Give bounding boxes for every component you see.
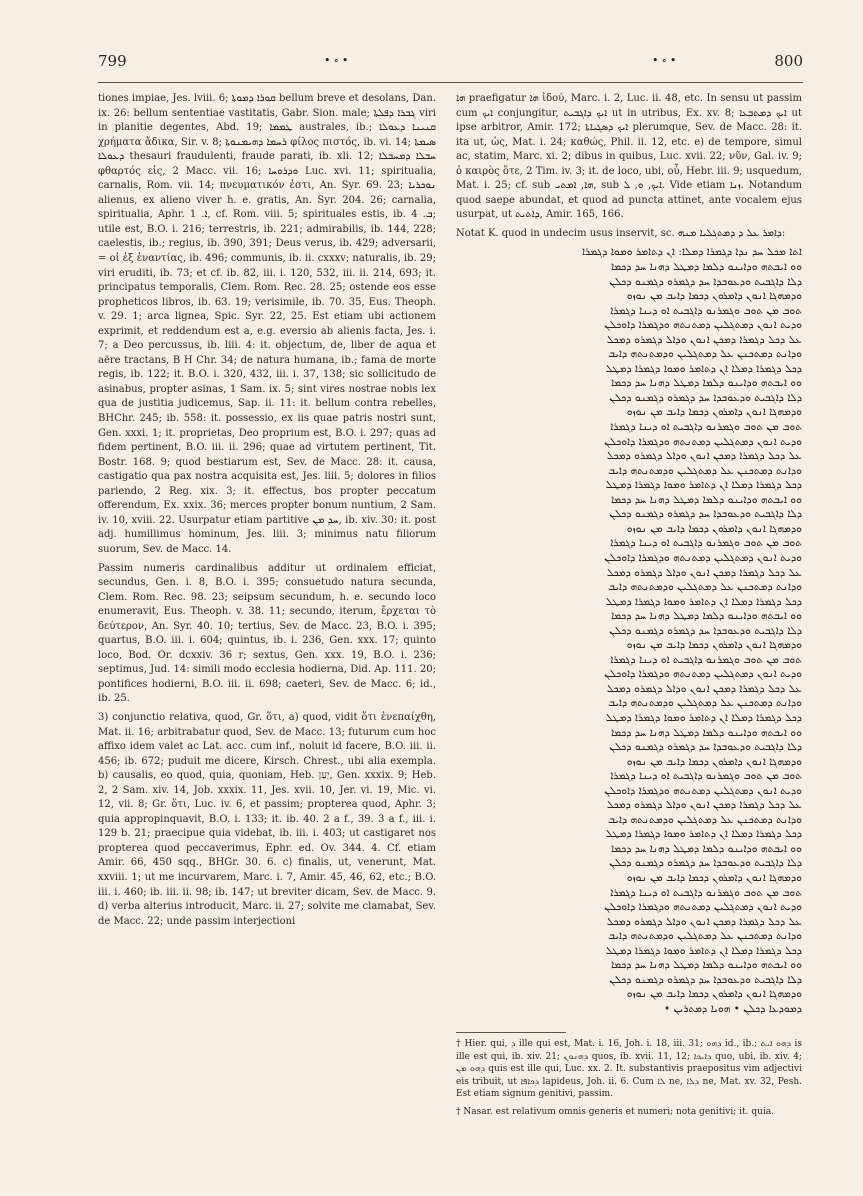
syriac-line: ܘܕܡܗܓܐ ܐܢܘܢ ܕܐܡܪܘܢ ܕܟܡܐ ܕܐܝܒ ܡܢ ܢܘܙܘ (626, 290, 802, 303)
footnote-1: † Hier. qui, ܕ ille qui est, Mat. i. 16, Joh. i. 18, iii. 31; ܕܗܘ id., ib.; ܕܗܘ ܐܝܬ is ille est qui, ib. xiv. 21; ܕܗܢܘܢ quos, ib. xvii. 11, 12; ܕܐܝܟܐ quo, ubi, ib. xiv. 4; ܕܗܘ ܡܢ quis est ille qui, Luc. xx. 2. It. substantivis praepositus vim adjectivi eis tribuit, ut ܕܟܐܦܐ lapideus, Joh. ii. 6. Cum ܠܐ ne, ܕܠܐ ne, Mat. xv. 32, Pesh. Est etiam signum genitivi, passim. (456, 1039, 803, 1099)
footnote-2: † Nasar. est relativum omnis generis et numeri; nota genitivi; it. quia. (456, 1106, 775, 1117)
syriac-line: ܥܠ ܕܟܠ ܕܓܡܪܐ ܕܡܟܢ ܐܢܘܢ ܘܕܐܠ ܕܓܡܪܘ ܕܡܟܠ (606, 450, 802, 463)
syriac-line: ܕܠܐ ܕܐܓܒܝܬ ܘܕܥܘܒܕܐ ܚܕ ܕܓܡܪܘ ܕܓܡܢܘ ܕܟܠܢ (609, 391, 802, 404)
syriac-line: ܬܘܒ ܡܢ ܬܘܒ ܘܓܡܪܢܘ ܕܐܓܒܝܬ ܐܘ ܕܝܢܐ ܕܓܡܪܐ (610, 537, 802, 550)
syriac-line: ܬܘܒ ܡܢ ܬܘܒ ܘܓܡܪܢܘ ܕܐܓܒܝܬ ܐܘ ܕܝܢܐ ܕܓܡܪܐ (610, 653, 802, 666)
syriac-line: ܘܕܝܬ ܐܢܘܢ ܕܡܬܓܠܝܢ ܕܡܬܢܬܗ ܘܕܓܡܪܐ ܕܐܘܟܠܢ (604, 784, 802, 797)
syriac-line: ܕܟܠ ܕܓܡܪܐ ܕܡܠܐ ܐܢ ܕܬܐܡܪ ܘܡܘܐ ܕܓܡܪܐ ܕܡܛܠ (605, 711, 802, 724)
syriac-line: ܘܕܡܗܓܐ ܐܢܘܢ ܕܐܡܪܘܢ ܕܟܡܐ ܕܐܝܒ ܡܢ ܢܘܙܘ (626, 871, 802, 884)
syriac-line: ܕܠܐ ܕܐܓܒܝܬ ܘܕܥܘܒܕܐ ܚܕ ܕܓܡܪܘ ܕܓܡܢܘ ܕܟܠܢ (609, 624, 802, 637)
syriac-line: ܘܕܐܢܬ ܕܡܬܟܢܢ ܥܠ ܕܡܬܓܠܝܢ ܘܕܡܬܢܬܗ ܕܐܝܒ (608, 581, 802, 594)
page-header (98, 52, 803, 74)
syriac-line: ܥܠ ܕܟܠ ܕܓܡܪܐ ܕܡܟܢ ܐܢܘܢ ܘܕܐܠ ܕܓܡܪܘ ܕܡܟܠ (606, 915, 802, 928)
syriac-line: ܘܘ ܐܝܒܬܗ ܘܕܐܝܢܘ ܕܠܡܐ ܕܡܛܠ ܕܗܢܐ ܚܕ ܕܟܡܐ (610, 261, 802, 274)
syriac-line: ܕܟܠ ܕܓܡܪܐ ܕܡܠܐ ܐܢ ܕܬܐܡܪ ܘܡܘܐ ܕܓܡܪܐ ܕܡܛܠ (605, 828, 802, 841)
syriac-line: ܘܕܡܗܓܐ ܐܢܘܢ ܕܐܡܪܘܢ ܕܟܡܐ ܕܐܝܒ ܡܢ ܢܘܙܘ (626, 988, 802, 1001)
syriac-line: ܕܠܐ ܕܐܓܒܝܬ ܘܕܥܘܒܕܐ ܚܕ ܕܓܡܪܘ ܕܓܡܢܘ ܕܟܠܢ (609, 275, 802, 288)
syriac-line: ܥܠ ܕܟܠ ܕܓܡܪܐ ܕܡܟܢ ܐܢܘܢ ܘܕܐܠ ܕܓܡܪܘ ܕܡܟܠ (606, 682, 802, 695)
syriac-line: ܘܘ ܐܝܒܬܗ ܘܕܐܝܢܘ ܕܠܡܐ ܕܡܛܠ ܕܗܢܐ ܚܕ ܕܟܡܐ (610, 610, 802, 623)
header-ornament-left: •∘• (324, 54, 352, 67)
syriac-line: ܘܕܝܬ ܐܢܘܢ ܕܡܬܓܠܝܢ ܕܡܬܢܬܗ ܘܕܓܡܪܐ ܕܐܘܟܠܢ (604, 319, 802, 332)
syriac-line: ܕܠܐ ܕܐܓܒܝܬ ܘܕܥܘܒܕܐ ܚܕ ܕܓܡܪܘ ܕܓܡܢܘ ܕܟܠܢ (609, 973, 802, 986)
syriac-line: ܕܠܐ ܕܐܓܒܝܬ ܘܕܥܘܒܕܐ ܚܕ ܕܓܡܪܘ ܕܓܡܢܘ ܕܟܠܢ (609, 857, 802, 870)
syriac-line: ܕܠܐ ܕܐܓܒܝܬ ܘܕܥܘܒܕܐ ܚܕ ܕܓܡܪܘ ܕܓܡܢܘ ܕܟܠܢ (609, 508, 802, 521)
syriac-line: ܘܕܡܗܓܐ ܐܢܘܢ ܕܐܡܪܘܢ ܕܟܡܐ ܕܐܝܒ ܡܢ ܢܘܙܘ (626, 522, 802, 535)
syriac-line: ܘܕܐܢܬ ܕܡܬܟܢܢ ܥܠ ܕܡܬܓܠܝܢ ܘܕܡܬܢܬܗ ܕܐܝܒ (608, 697, 802, 710)
syriac-line: ܘܕܝܬ ܐܢܘܢ ܕܡܬܓܠܝܢ ܕܡܬܢܬܗ ܘܕܓܡܪܐ ܕܐܘܟܠܢ (604, 551, 802, 564)
syriac-line: ܘܕܝܬ ܐܢܘܢ ܕܡܬܓܠܝܢ ܕܡܬܢܬܗ ܘܕܓܡܪܐ ܕܐܘܟܠܢ (604, 901, 802, 914)
syriac-line: ܕܟܠ ܕܓܡܪܐ ܕܡܠܐ ܐܢ ܕܬܐܡܪ ܘܡܘܐ ܕܓܡܪܐ ܕܡܛܠ (605, 595, 802, 608)
syriac-line: ܬܘܒ ܡܢ ܬܘܒ ܘܓܡܪܢܘ ܕܐܓܒܝܬ ܐܘ ܕܝܢܐ ܕܓܡܪܐ (610, 770, 802, 783)
syriac-line: ܘܕܝܬ ܐܢܘܢ ܕܡܬܓܠܝܢ ܕܡܬܢܬܗ ܘܕܓܡܪܐ ܕܐܘܟܠܢ (604, 435, 802, 448)
right-page-number: 800 (774, 52, 803, 70)
syriac-line: ܘܕܐܢܬ ܕܡܬܟܢܢ ܥܠ ܕܡܬܓܠܝܢ ܘܕܡܬܢܬܗ ܕܐܝܒ (608, 813, 802, 826)
header-rule (98, 82, 803, 83)
syriac-line: ܐܬܐ ܡܟܠ ܚܕ ܢܕܐ ܕܓܡܪܐ ܕܡܠܐ: ܐܢ ܕܬܐܡܪ ܘܡܘܐ ܕܓܡܪܐ (582, 246, 802, 259)
syriac-line: ܥܠ ܕܟܠ ܕܓܡܪܐ ܕܡܟܢ ܐܢܘܢ ܘܕܐܠ ܕܓܡܪܘ ܕܡܟܠ (606, 333, 802, 346)
syriac-line: ܘܘ ܐܝܒܬܗ ܘܕܐܝܢܘ ܕܠܡܐ ܕܡܛܠ ܕܗܢܐ ܚܕ ܕܟܡܐ (610, 377, 802, 390)
syriac-line: ܕܡܘܕܥܐ ܕܟܠܢ • ܗܘܝܐ ܕܡܬܪܝܢ • (663, 1002, 802, 1015)
right-paragraph-1: ܗܐ praefigatur ܗܐ ἰδού, Marc. i. 2, Luc. ii. 48, etc. In sensu ut passim cum ܐܝܟ conjungitur, ܐܝܟ ܕܐܓܒܝܬ ut in utribus, Ex. xv. 8; ܐܝܟ ܕܡܬܒܥܐ ut ipse arbitror, Amir. 172; ܐܝܟ ܕܣܓܝܐܬܐ plerumque, Sev. de Macc. 28: it. ita ut, ὡς, Mat. i. 24; καθώς, Phil. ii. 12, etc. e) de tempore, simul ac, statim, Marc. xi. 2; dibus in quibus, Luc. xvii. 22; νῦν, Gal. iv. 9; ὁ καιρὸς ὅτε, 2 Tim. iv. 3; it. de loco, ubi, οὗ, Hebr. iii. 9; usquedum, Mat. i. 25; cf. sub ܗܐ, ܐܡܬܝ, sub ܐܝܟ, ܘ, ܠ. Vide etiam ܙܢܐ. Notandum quod saepe abundat, et quod ad puncta attinet, ante vocalem ejus usurpat, ut ܕܐܬܝܬ, Amir. 165, 166. (456, 93, 802, 221)
syriac-text-block (456, 245, 802, 1016)
syriac-line: ܕܟܠ ܕܓܡܪܐ ܕܡܠܐ ܐܢ ܕܬܐܡܪ ܘܡܘܐ ܕܓܡܪܐ ܕܡܛܠ (605, 479, 802, 492)
syriac-line: ܬܘܒ ܡܢ ܬܘܒ ܘܓܡܪܢܘ ܕܐܓܒܝܬ ܐܘ ܕܝܢܐ ܕܓܡܪܐ (610, 421, 802, 434)
header-ornament-right: •∘• (652, 54, 680, 67)
syriac-line: ܘܕܐܢܬ ܕܡܬܟܢܢ ܥܠ ܕܡܬܓܠܝܢ ܘܕܡܬܢܬܗ ܕܐܝܒ (608, 930, 802, 943)
syriac-line: ܘܕܝܬ ܐܢܘܢ ܕܡܬܓܠܝܢ ܕܡܬܢܬܗ ܘܕܓܡܪܐ ܕܐܘܟܠܢ (604, 668, 802, 681)
syriac-line: ܘܕܐܢܬ ܕܡܬܟܢܢ ܥܠ ܕܡܬܓܠܝܢ ܘܕܡܬܢܬܗ ܕܐܝܒ (608, 348, 802, 361)
syriac-line: ܘܘ ܐܝܒܬܗ ܘܕܐܝܢܘ ܕܠܡܐ ܕܡܛܠ ܕܗܢܐ ܚܕ ܕܟܡܐ (610, 726, 802, 739)
syriac-line: ܕܠܐ ܕܐܓܒܝܬ ܘܕܥܘܒܕܐ ܚܕ ܕܓܡܪܘ ܕܓܡܢܘ ܕܟܠܢ (609, 741, 802, 754)
syriac-line: ܕܟܠ ܕܓܡܪܐ ܕܡܠܐ ܐܢ ܕܬܐܡܪ ܘܡܘܐ ܕܓܡܪܐ ܕܡܛܠ (605, 362, 802, 375)
syriac-line: ܥܠ ܕܟܠ ܕܓܡܪܐ ܕܡܟܢ ܐܢܘܢ ܘܕܐܠ ܕܓܡܪܘ ܕܡܟܠ (606, 566, 802, 579)
syriac-line: ܘܕܡܗܓܐ ܐܢܘܢ ܕܐܡܪܘܢ ܕܟܡܐ ܕܐܝܒ ܡܢ ܢܘܙܘ (626, 406, 802, 419)
right-column (456, 92, 802, 1022)
syriac-line: ܘܘ ܐܝܒܬܗ ܘܕܐܝܢܘ ܕܠܡܐ ܕܡܛܠ ܕܗܢܐ ܚܕ ܕܟܡܐ (610, 959, 802, 972)
footnote-rule (456, 1032, 566, 1033)
left-paragraph-1: tiones impiae, Jes. lviii. 6; ܩܘܪܐ ܕܡܘܬܐ bellum breve et desolans, Dan. ix. 26: bellum sententiae vastitatis, Gabr. Sion. male; ܓܒܪܐ ܕܦܠܬܐ viri in planitie degentes, Abd. 19; ܛܡܡܐ australes, ib.; ܩܢܝܢܐ ܕܥܘܠܐ χρήματα ἄδικα, Sir. v. 8; ܪܚܡܐ ܕܗܝܡܢܘܬܐ φίλος πιστός, ib. vi. 14; ܣܝܡܬܐ ܕܥܘܠܐ thesauri fraudulenti, fraude parati, ib. xli. 12; ܚܒܠܐ ܕܡܚܒܠܐ φθαρτός εἰς, 2 Macc. vii. 16; ܘܕܪܘܚܐ Luc. xvi. 11; spiritualiа, carnalis, Rom. vii. 14; πνευματικόν ἐστι, An. Syr. 69. 23; ܢܘܟܪܝܐ alienus, ex alieno viver h. e. gratis, An. Syr. 204. 26; carnalia, spiritualia, Aphr. ܐ. 1, cf. Rom. viii. 5; spirituales estis, ib. ܒ. 4; utile est, B.O. i. 216; terrestris, ib. 221; admirabilis, ib. 144, 228; caelestis, ib.; regius, ib. 390, 391; Deus verus, ib. 429; adversarii, = οἱ ἐξ ἐναντίας, ib. 496; communis, ib. ii. cxxxv; naturalis, ib. 29; viri eruditi, ib. 73; et cf. ib. 82, iii. i. 120, 532, iii. ii. 214, 693; it. principatus temporalis, Clem. Rom. Rec. 28. 25; ostende eos esse propheticos libros, ib. 63. 19; verisimile, ib. 70. 35, Eus. Theoph. v. 29. 1; arca lignea, Spic. Syr. 22, 25. Est etiam ubi actionem exprimit, et reddendum est a, e.g. eversio ab alienis facta, Jes. i. 7; a Deo percussus, ib. liii. 4: it. objectum, de, liber de aqua et aëre tractans, B H Chr. 34; de natura humana, ib.; fama de morte regis, ib. 122; it. B.O. i. 320, 432, iii. i. 37, 138; sic sollicitudo de asinabus, propter asinas, 1 Sam. ix. 5; sint vires nostrae nobis lex qua de justitia judicemus, Sap. ii. 11: it. bellum contra rebelles, BHChr. 245; ib. 558: it. possessio, ex iis quae patris nostri sunt, Gen. xxxi. 1; it. proprietas, Deo proprium est, B.O. i. 297; quas ad fidem pertinent, B.O. iii. ii. 296; quae ad virtutem pertinent, Tit. Bostr. 168. 9; quod bestiarum est, Sev. de Macc. 28: it. causa, castigatio qua pax nostra acquisita est, Jes. liii. 5; dolores in filios pariendo, 2 Reg. xix. 3; it. effectus, bos propter peccatum offerendum, Ex. xxix. 36; merces propter bonum nuntium, 2 Sam. iv. 10, xviii. 22. Usurpatur etiam partitive ܚܕ ܡܢ, ib. xiv. 30: it. post adj. humillimus hominum, Jes. liii. 3; minimus natu filiorum suorum, Sev. de Macc. 14. (98, 93, 436, 555)
syriac-line: ܥܠ ܕܟܠ ܕܓܡܪܐ ܕܡܟܢ ܐܢܘܢ ܘܕܐܠ ܕܓܡܪܘ ܕܡܟܠ (606, 799, 802, 812)
syriac-intro: Notat K. quod in undecim usus inservit, sc. ܕܐܡܪ ܥܠ ܕ ܕܡܬܓܠܝܐ ܡܢܗ: (456, 227, 786, 239)
syriac-line: ܕܟܠ ܕܓܡܪܐ ܕܡܠܐ ܐܢ ܕܬܐܡܪ ܘܡܘܐ ܕܓܡܪܐ ܕܡܛܠ (605, 944, 802, 957)
syriac-line: ܬܘܒ ܡܢ ܬܘܒ ܘܓܡܪܢܘ ܕܐܓܒܝܬ ܐܘ ܕܝܢܐ ܕܓܡܪܐ (610, 304, 802, 317)
left-page-number: 799 (98, 52, 127, 70)
syriac-line: ܘܘ ܐܝܒܬܗ ܘܕܐܝܢܘ ܕܠܡܐ ܕܡܛܠ ܕܗܢܐ ܚܕ ܕܟܡܐ (610, 842, 802, 855)
footnotes (456, 1038, 802, 1123)
syriac-line: ܘܘ ܐܝܒܬܗ ܘܕܐܝܢܘ ܕܠܡܐ ܕܡܛܠ ܕܗܢܐ ܚܕ ܕܟܡܐ (610, 493, 802, 506)
syriac-line: ܘܕܡܗܓܐ ܐܢܘܢ ܕܐܡܪܘܢ ܕܟܡܐ ܕܐܝܒ ܡܢ ܢܘܙܘ (626, 755, 802, 768)
left-column (98, 92, 436, 1182)
left-paragraph-2: Passim numeris cardinalibus additur ut ordinalem efficiat, secundus, Gen. i. 8, B.O. i. 395; consuetudo natura secunda, Clem. Rom. Rec. 98. 23; seipsum secundum, h. e. secundo loco enumeravit, Eus. Theoph. v. 38. 11; secundo, iterum, ἔρχεται τὸ δεύτερον, An. Syr. 40. 10; tertius, Sev. de Macc. 23, B.O. i. 395; quartus, B.O. iii. i. 604; quintus, ib. i. 236, Gen. xxx. 17; quinto loco, Bod. Or. dcxxiv. 36 r; sextus, Gen. xxx. 19, B.O. i. 236; septimus, Jud. 14: simili modo ecclesia hodierna, Did. Ap. 111. 20; pontifices hodierni, B.O. iii. ii. 698; caeteri, Sev. de Macc. 6; id., ib. 25. (98, 562, 436, 705)
syriac-line: ܬܘܒ ܡܢ ܬܘܒ ܘܓܡܪܢܘ ܕܐܓܒܝܬ ܐܘ ܕܝܢܐ ܕܓܡܪܐ (610, 886, 802, 899)
left-paragraph-3: 3) conjunctio relativa, quod, Gr. ὅτι, a) quod, vidit ὅτι ἐνεπαίχθη, Mat. ii. 16; arbitrabatur quod, Sev. de Macc. 13; futurum cum hoc affixo idem valet ac Lat. acc. cum inf., noluit id facere, B.O. iii. ii. 456; ib. 672; puduit me dicere, Kirsch. Chrest., ubi alia exempla. b) causalis, eo quod, quia, quoniam, Heb. יַעַן, Gen. xxxix. 9; Heb. 2, 2 Sam. xiv. 14, Job. xxxix. 11, Jes. xvii. 10, Jer. vi. 19, Mic. vi. 12, vii. 8; Gr. ὅτι, Luc. iv. 6, et passim; propterea quod, Aphr. 3; quia appropinquavit, B.O. i. 133; it. ib. 40. 2 a f., 39. 3 a f., iii. i. 129 b. 21; praecipue quia videbat, ib. iii. i. 403; ut castigaret nos propterea quod peccaverimus, Ephr. ed. Ov. 344. 4. Cf. etiam Amir. 66, 450 sqq., BHGr. 30. 6. c) finalis, ut, venerunt, Mat. xxviii. 1; ut me incurvarem, Marc. i. 7, Amir. 45, 46, 62, etc.; B.O. iii. i. 460; ib. iii. ii. 98; ib. 147; ut breviter dicam, Sev. de Macc. 9. d) verba alterius introducit, Marc. ii. 27; solvite me clamabat, Sev. de Macc. 22; unde passim interjectioni (98, 711, 436, 927)
syriac-line: ܘܕܡܗܓܐ ܐܢܘܢ ܕܐܡܪܘܢ ܕܟܡܐ ܕܐܝܒ ܡܢ ܢܘܙܘ (626, 639, 802, 652)
syriac-line: ܘܕܐܢܬ ܕܡܬܟܢܢ ܥܠ ܕܡܬܓܠܝܢ ܘܕܡܬܢܬܗ ܕܐܝܒ (608, 464, 802, 477)
